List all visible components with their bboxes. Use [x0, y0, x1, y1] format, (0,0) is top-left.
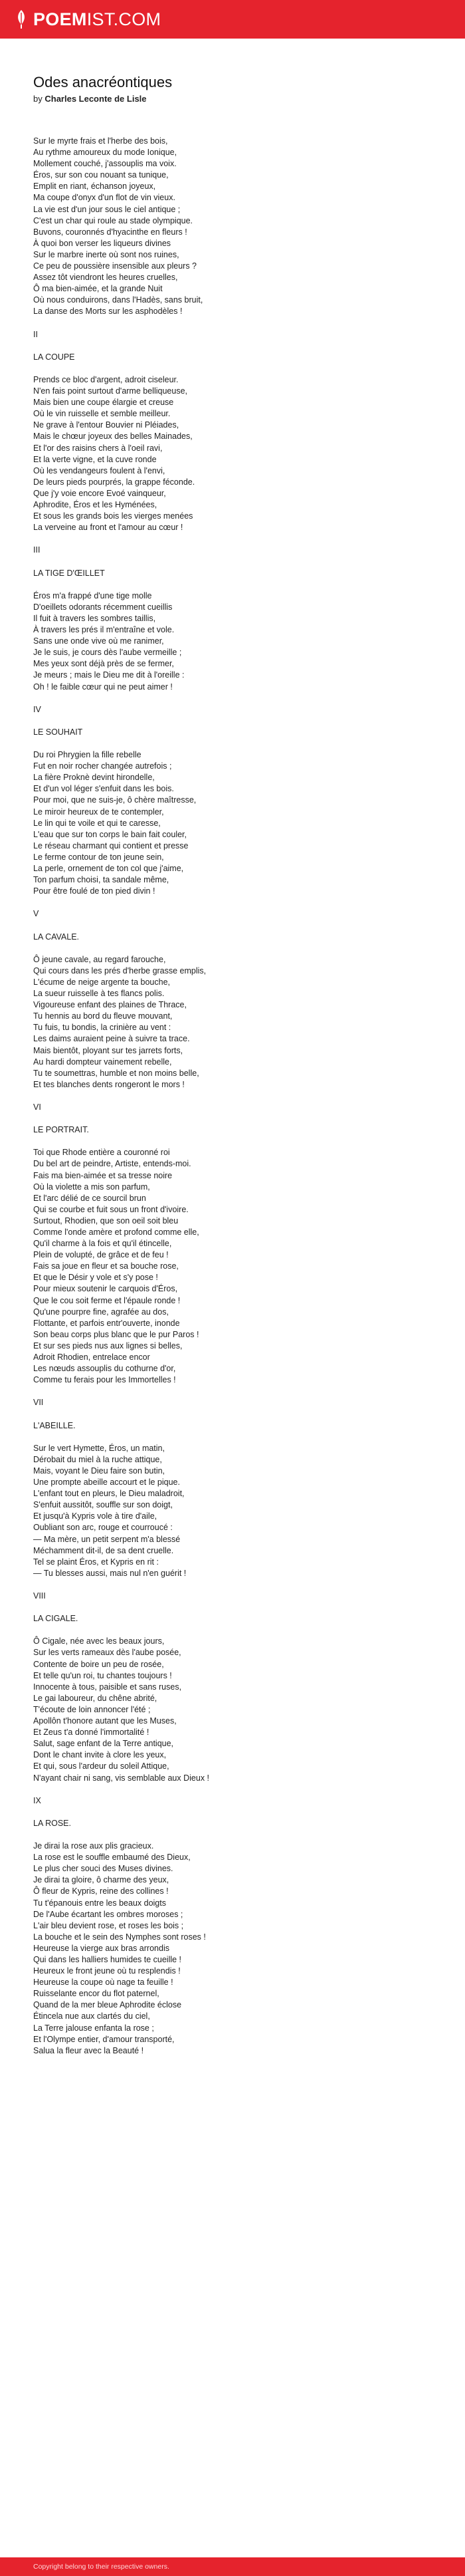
poem-line: Tu te soumettras, humble et non moins belle, [33, 1068, 199, 1078]
poem-line: Aphrodite, Éros et les Hyménées, [33, 500, 157, 509]
poem-line: Mes yeux sont déjà près de se fermer, [33, 659, 174, 669]
poem-line: N'en fais point surtout d'arme belliqueuse, [33, 386, 187, 396]
poem-line: Et d'un vol léger s'enfuit dans les bois. [33, 784, 174, 794]
poem-author[interactable]: Charles Leconte de Lisle [45, 94, 147, 104]
poem-line: VI [33, 1102, 41, 1112]
poem-line: Tu t'épanouis entre les beaux doigts [33, 1898, 166, 1908]
stanza [33, 1591, 432, 1602]
stanza [33, 329, 432, 340]
poem-line: IX [33, 1795, 41, 1805]
stanza-gap [33, 1409, 432, 1420]
stanza [33, 1397, 432, 1408]
poem-line: La sueur ruisselle à tes flancs polis. [33, 989, 165, 999]
poem-line: Où les vendangeurs foulent à l'envi, [33, 465, 165, 475]
poem-line: LA CAVALE. [33, 932, 80, 942]
poem-line: Mais le chœur joyeux des belles Mainades, [33, 432, 193, 442]
stanza-gap [33, 1807, 432, 1818]
stanza [33, 136, 432, 318]
poem-line: Heureuse la coupe où nage ta feuille ! [33, 1978, 173, 1988]
poem-line: Ma coupe d'onyx d'un flot de vin vieux. [33, 193, 175, 203]
poem-line: Qui dans les halliers humides te cueille ! [33, 1955, 182, 1964]
stanza [33, 932, 432, 943]
stanza [33, 590, 432, 693]
poem-line: Surtout, Rhodien, que son oeil soit bleu [33, 1216, 179, 1225]
poem-line: La Terre jalouse enfanta la rose ; [33, 2023, 154, 2033]
stanza [33, 1102, 432, 1113]
stanza-gap [33, 1602, 432, 1613]
poem-line: D'oeillets odorants récemment cueillis [33, 602, 173, 612]
poem-line: Ruisselante encor du flot paternel, [33, 1989, 159, 1999]
stanza [33, 908, 432, 920]
poem-line: Je meurs ; mais le Dieu me dit à l'oreille : [33, 670, 185, 680]
site-header [0, 0, 465, 39]
poem-line: III [33, 545, 41, 555]
poem-line: Et l'Olympe entier, d'amour transporté, [33, 2034, 175, 2044]
stanza-gap [33, 1829, 432, 1841]
stanza-gap [33, 1136, 432, 1147]
stanza-gap [33, 1091, 432, 1102]
stanza [33, 954, 432, 1091]
poem-line: À quoi bon verser les liqueurs divines [33, 238, 171, 248]
poem-line: Qui se courbe et fuit sous un front d'ivoire. [33, 1204, 189, 1214]
poem-line: Salut, sage enfant de la Terre antique, [33, 1739, 174, 1749]
stanza-gap [33, 1624, 432, 1636]
poem-line: Ne grave à l'entour Bouvier ni Pléiades, [33, 420, 179, 430]
poem-line: Qu'une pourpre fine, agrafée au dos, [33, 1307, 169, 1317]
poem-line: Et l'or des raisins chers à l'oeil ravi, [33, 443, 163, 453]
stanza-gap [33, 1784, 432, 1795]
poem-line: S'enfuit aussitôt, souffle sur son doigt, [33, 1500, 173, 1510]
quill-icon [15, 9, 28, 29]
poem-line: Le ferme contour de ton jeune sein, [33, 852, 164, 862]
poem-line: Le gai laboureur, du chêne abrité, [33, 1693, 157, 1703]
poem-line: Tel se plaint Éros, et Kypris en rit : [33, 1557, 159, 1567]
poem-line: Au hardi dompteur vainement rebelle, [33, 1057, 172, 1067]
poem-line: Je dirai ta gloire, ô charme des yeux, [33, 1875, 169, 1885]
stanza-gap [33, 920, 432, 931]
poem-line: Qu'il charme à la fois et qu'il étincelle, [33, 1239, 172, 1249]
poem-line: Où la violette a mis son parfum, [33, 1182, 150, 1192]
poem-line: Salua la fleur avec la Beauté ! [33, 2045, 144, 2055]
poem-line: Et jusqu'à Kypris vole à tire d'aile, [33, 1511, 157, 1521]
poem-line: II [33, 329, 38, 339]
poem-line: Le réseau charmant qui contient et presse [33, 840, 189, 850]
stanza-gap [33, 1579, 432, 1591]
poem-line: Heureuse la vierge aux bras arrondis [33, 1943, 169, 1953]
poem-line: Ô ma bien-aimée, et la grande Nuit [33, 284, 163, 294]
poem-line: L'air bleu devient rose, et roses les bois ; [33, 1920, 184, 1930]
poem-line: La verveine au front et l'amour au cœur ! [33, 523, 183, 533]
brand-name-bold: POEM [33, 9, 87, 29]
stanza-gap [33, 363, 432, 374]
poem-line: — Ma mère, un petit serpent m'a blessé [33, 1534, 181, 1544]
poem-line: Éros m'a frappé d'une tige molle [33, 590, 152, 600]
poem-line: La vie est d'un jour sous le ciel antique ; [33, 204, 181, 214]
poem-line: Flottante, et parfois entr'ouverte, inonde [33, 1318, 180, 1328]
poem-line: Assez tôt viendront les heures cruelles, [33, 273, 178, 283]
poem-line: Dont le chant invite à clore les yeux, [33, 1750, 167, 1760]
poem-line: Et Zeus t'a donné l'immortalité ! [33, 1728, 149, 1738]
poem-line: Mollement couché, j'assouplis ma voix. [33, 159, 177, 169]
poem-line: Je dirai la rose aux plis gracieux. [33, 1841, 154, 1851]
poem-line: Pour mieux soutenir le carquois d'Éros, [33, 1284, 178, 1294]
stanza [33, 1443, 432, 1579]
poem-line: Apollôn t'honore autant que les Muses, [33, 1716, 177, 1726]
poem-line: De l'Aube écartant les ombres moroses ; [33, 1909, 183, 1919]
site-logo[interactable] [15, 9, 161, 29]
stanza-gap [33, 1113, 432, 1124]
poem-line: Je le suis, je cours dès l'aube vermeille ; [33, 648, 182, 658]
poem-line: IV [33, 704, 41, 714]
poem-line: VII [33, 1398, 44, 1408]
poem-line: LA COUPE [33, 352, 75, 362]
poem-line: Et la verte vigne, et la cuve ronde [33, 454, 157, 464]
poem-line: Sur le myrte frais et l'herbe des bois, [33, 136, 168, 146]
poem-line: Où nous conduirons, dans l'Hadès, sans bruit, [33, 295, 203, 305]
poem-line: C'est un char qui roule au stade olympique. [33, 215, 193, 225]
stanza-gap [33, 897, 432, 908]
poem-line: Que le cou soit ferme et l'épaule ronde ! [33, 1295, 181, 1305]
poem-line: Et sous les grands bois les vierges menées [33, 511, 193, 521]
copyright-text: Copyright belong to their respective owners. [33, 2563, 169, 2571]
poem-line: Fut en noir rocher changée autrefois ; [33, 761, 172, 771]
stanza [33, 1124, 432, 1136]
stanza [33, 1420, 432, 1432]
poem-line: L'ABEILLE. [33, 1420, 76, 1430]
poem-line: Au rythme amoureux du mode Ionique, [33, 148, 177, 158]
poem-line: Pour être foulé de ton pied divin ! [33, 886, 155, 896]
poem-line: De leurs pieds pourprés, la grappe féconde. [33, 477, 195, 487]
stanza [33, 545, 432, 556]
poem-line: Comme l'onde amère et profond comme elle, [33, 1227, 199, 1237]
poem-line: Fais sa joue en fleur et sa bouche rose, [33, 1261, 179, 1271]
stanza-gap [33, 1432, 432, 1443]
poem-line: Le plus cher souci des Muses divines. [33, 1864, 173, 1874]
poem-line: Mais bientôt, ployant sur tes jarrets forts, [33, 1045, 183, 1055]
poem-line: Dérobait du miel à la ruche attique, [33, 1454, 162, 1464]
poem-line: Et telle qu'un roi, tu chantes toujours ! [33, 1670, 172, 1680]
poem-line: Oubliant son arc, rouge et courroucé : [33, 1523, 173, 1533]
poem-line: Du roi Phrygien la fille rebelle [33, 750, 141, 760]
poem-line: N'ayant chair ni sang, vis semblable aux Dieux ! [33, 1773, 210, 1783]
poem-line: Et tes blanches dents rongeront le mors ! [33, 1079, 185, 1089]
poem-line: LA TIGE D'ŒILLET [33, 568, 105, 578]
poem-line: V [33, 909, 39, 919]
poem-line: Sur le marbre inerte où sont nos ruines, [33, 249, 179, 259]
stanza-gap [33, 715, 432, 727]
poem-line: Sans une onde vive où me ranimer, [33, 636, 164, 646]
poem-line: Oh ! le faible cœur qui ne peut aimer ! [33, 682, 173, 692]
poem-line: Tu fuis, tu bondis, la crinière au vent : [33, 1023, 171, 1033]
poem-line: T'écoute de loin annoncer l'été ; [33, 1704, 151, 1714]
poem-line: La bouche et le sein des Nymphes sont roses ! [33, 1932, 206, 1942]
poem-line: Tu hennis au bord du fleuve mouvant, [33, 1011, 173, 1021]
poem-line: Buvons, couronnés d'hyacinthe en fleurs ! [33, 227, 187, 237]
poem-line: L'enfant tout en pleurs, le Dieu maladroit, [33, 1489, 185, 1499]
poem-line: Contente de boire un peu de rosée, [33, 1659, 164, 1669]
poem-container [33, 73, 432, 2057]
poem-line: Étincela nue aux clartés du ciel, [33, 2011, 150, 2021]
poem-line: Que j'y voie encore Evoé vainqueur, [33, 488, 166, 498]
poem-line: Quand de la mer bleue Aphrodite éclose [33, 2000, 182, 2010]
poem-line: La rose est le souffle embaumé des Dieux, [33, 1853, 191, 1863]
poem-title: Odes anacréontiques [33, 74, 173, 90]
stanza [33, 568, 432, 579]
stanza [33, 749, 432, 897]
poem-line: Du bel art de peindre, Artiste, entends-moi. [33, 1159, 191, 1169]
poem-line: À travers les prés il m'entraîne et vole. [33, 625, 175, 635]
poem-line: Comme tu ferais pour les Immortelles ! [33, 1375, 176, 1385]
poem-line: Le miroir heureux de te contempler, [33, 807, 164, 817]
poem-line: Ô fleur de Kypris, reine des collines ! [33, 1886, 169, 1896]
poem-line: Emplit en riant, échanson joyeux, [33, 182, 156, 192]
poem-line: Méchamment dit-il, de sa dent cruelle. [33, 1545, 174, 1555]
stanza-gap [33, 533, 432, 545]
poem-line: — Tu blesses aussi, mais nul n'en guérit ! [33, 1568, 187, 1578]
poem-line: Et l'arc délié de ce sourcil brun [33, 1193, 146, 1203]
poem-line: Adroit Rhodien, entrelace encor [33, 1352, 150, 1362]
poem-line: Et qui, sous l'ardeur du soleil Attique, [33, 1761, 169, 1771]
stanza-gap [33, 693, 432, 704]
poem-line: Sur le vert Hymette, Éros, un matin, [33, 1443, 165, 1453]
stanza [33, 1818, 432, 1829]
poem-line: Où le vin ruisselle et semble meilleur. [33, 409, 171, 419]
poem-line: Vigoureuse enfant des plaines de Thrace, [33, 1000, 187, 1010]
poem-line: Les daims auraient peine à suivre ta trace. [33, 1034, 190, 1044]
poem-line: Les nœuds assouplis du cothurne d'or, [33, 1364, 176, 1374]
poem-line: Son beau corps plus blanc que le pur Paros ! [33, 1329, 199, 1339]
poem-line: Prends ce bloc d'argent, adroit ciseleur. [33, 374, 179, 384]
poem-byline [33, 93, 432, 105]
poem-line: L'écume de neige argente ta bouche, [33, 977, 171, 987]
stanza-gap [33, 1386, 432, 1397]
poem-line: Ton parfum choisi, ta sandale même, [33, 875, 169, 885]
brand-name-light: IST.COM [86, 9, 161, 29]
poem-body [33, 136, 432, 2057]
stanza-gap [33, 943, 432, 954]
poem-line: Plein de volupté, de grâce et de feu ! [33, 1250, 169, 1260]
poem-line: La danse des Morts sur les asphodèles ! [33, 307, 183, 317]
poem-line: Heureux le front jeune où tu resplendis ! [33, 1966, 181, 1976]
poem-line: Le lin qui te voile et qui te caresse, [33, 818, 161, 828]
poem-line: Ô Cigale, née avec les beaux jours, [33, 1636, 165, 1646]
stanza [33, 704, 432, 715]
stanza-gap [33, 318, 432, 329]
site-footer [0, 2557, 465, 2576]
stanza [33, 1147, 432, 1386]
poem-line: Pour moi, que ne suis-je, ô chère maîtresse, [33, 795, 197, 805]
poem-line: Mais bien une coupe élargie et creuse [33, 398, 174, 408]
poem-line: Fais ma bien-aimée et sa tresse noire [33, 1170, 173, 1180]
poem-line: Il fuit à travers les sombres taillis, [33, 613, 156, 623]
stanza [33, 727, 432, 738]
poem-line: Éros, sur son cou nouant sa tunique, [33, 170, 169, 180]
stanza [33, 1841, 432, 2057]
poem-line: Qui cours dans les prés d'herbe grasse emplis, [33, 966, 207, 975]
poem-line: LE PORTRAIT. [33, 1125, 89, 1135]
stanza-gap [33, 738, 432, 749]
poem-line: Et sur ses pieds nus aux lignes si belles, [33, 1341, 183, 1351]
poem-line: La perle, ornement de ton col que j'aime, [33, 864, 184, 873]
poem-line: LA ROSE. [33, 1818, 71, 1828]
stanza [33, 1613, 432, 1624]
poem-line: Toi que Rhode entière a couronné roi [33, 1148, 170, 1158]
brand-name [33, 11, 161, 29]
poem-line: Mais, voyant le Dieu faire son butin, [33, 1466, 165, 1476]
poem-line: Innocente à tous, paisible et sans ruses, [33, 1682, 182, 1692]
byline-prefix: by [33, 94, 43, 104]
poem-line: Et que le Désir y vole et s'y pose ! [33, 1273, 158, 1283]
stanza [33, 1636, 432, 1783]
poem-line: Ce peu de poussière insensible aux pleurs ? [33, 261, 197, 271]
poem-line: VIII [33, 1591, 46, 1601]
poem-line: La fière Proknè devint hirondelle, [33, 773, 155, 783]
stanza-gap [33, 340, 432, 352]
poem-line: Sur les verts rameaux dès l'aube posée, [33, 1648, 181, 1658]
stanza-gap [33, 579, 432, 590]
poem-line: Une prompte abeille accourt et le pique. [33, 1478, 180, 1487]
stanza [33, 352, 432, 363]
poem-line: Ô jeune cavale, au regard farouche, [33, 954, 166, 964]
poem-line: LE SOUHAIT [33, 727, 83, 737]
poem-line: LA CIGALE. [33, 1614, 78, 1624]
stanza [33, 1795, 432, 1807]
stanza-gap [33, 556, 432, 567]
stanza [33, 374, 432, 533]
poem-line: L'eau que sur ton corps le bain fait couler, [33, 829, 187, 839]
